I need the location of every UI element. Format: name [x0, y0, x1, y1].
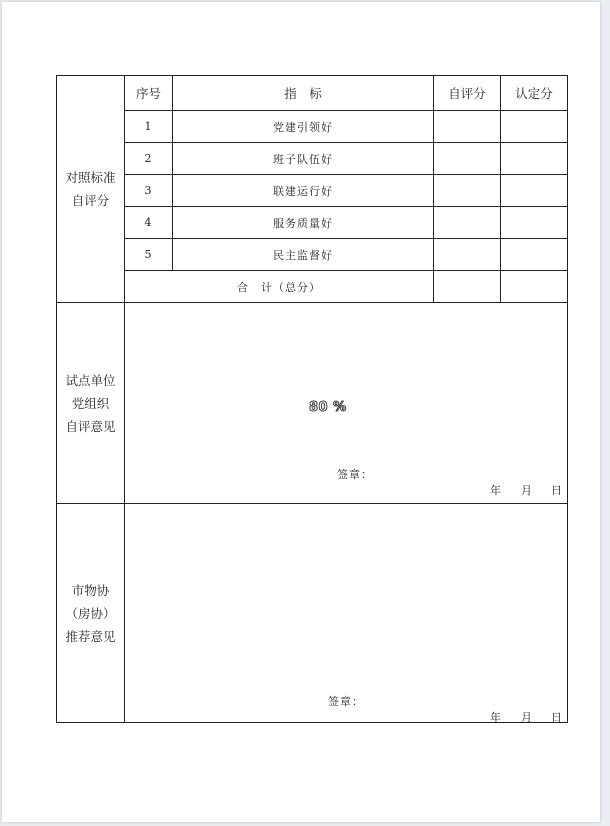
- row-indicator: 班子队伍好: [273, 152, 333, 166]
- self-eval-label: [57, 76, 124, 302]
- pilot-date-day: 日: [551, 484, 562, 497]
- self-score-cell[interactable]: [434, 111, 500, 142]
- row-no: 4: [144, 216, 153, 229]
- self-score-cell[interactable]: [434, 175, 500, 206]
- row-indicator: 联建运行好: [273, 184, 333, 198]
- city-opinion-label: [57, 504, 124, 722]
- approved-score-cell[interactable]: [501, 207, 567, 238]
- pilot-opinion-label-line1: 试点单位: [65, 372, 116, 388]
- pilot-opinion-label-line3: 自评意见: [65, 418, 116, 434]
- pilot-opinion-label-line2: 党组织: [71, 395, 110, 411]
- total-label: 合 计（总分）: [237, 280, 321, 294]
- approved-score-cell[interactable]: [501, 143, 567, 174]
- self-score-cell[interactable]: [434, 239, 500, 270]
- header-self-score: 自评分: [448, 86, 486, 101]
- pilot-sign-label: 签章：: [337, 468, 373, 481]
- city-opinion-label-line3: 推荐意见: [65, 628, 116, 644]
- city-sign-label: 签章：: [328, 695, 364, 708]
- row-no: 1: [144, 120, 153, 133]
- header-no: 序号: [135, 86, 161, 101]
- section-divider: [57, 302, 567, 303]
- pilot-opinion-label: [57, 303, 124, 503]
- row-no: 5: [144, 248, 153, 261]
- header-indicator: 指 标: [284, 86, 322, 101]
- header-approved-score: 认定分: [515, 86, 553, 101]
- row-indicator: 党建引领好: [273, 120, 333, 134]
- row-no: 3: [144, 184, 153, 197]
- self-score-cell[interactable]: [434, 143, 500, 174]
- total-self-score-cell[interactable]: [434, 271, 500, 302]
- total-approved-score-cell[interactable]: [501, 271, 567, 302]
- document-page: [2, 2, 600, 822]
- self-eval-label-line1: 对照标准: [65, 170, 116, 185]
- self-score-cell[interactable]: [434, 207, 500, 238]
- pilot-date-year: 年: [490, 484, 501, 497]
- pilot-opinion-text[interactable]: 80 %: [309, 400, 347, 415]
- city-date-year: 年: [490, 711, 501, 724]
- section-divider: [57, 503, 567, 504]
- row-no: 2: [144, 152, 153, 165]
- row-indicator: 民主监督好: [273, 248, 333, 262]
- city-opinion-label-line2: （房协）: [65, 605, 116, 621]
- self-eval-label-line2: 自评分: [71, 193, 110, 208]
- approved-score-cell[interactable]: [501, 239, 567, 270]
- evaluation-form: [56, 75, 568, 723]
- approved-score-cell[interactable]: [501, 175, 567, 206]
- city-opinion-label-line1: 市物协: [71, 582, 110, 598]
- row-indicator: 服务质量好: [273, 216, 333, 230]
- pilot-date-month: 月: [521, 484, 532, 497]
- city-date-month: 月: [521, 711, 532, 724]
- city-date-day: 日: [551, 711, 562, 724]
- approved-score-cell[interactable]: [501, 111, 567, 142]
